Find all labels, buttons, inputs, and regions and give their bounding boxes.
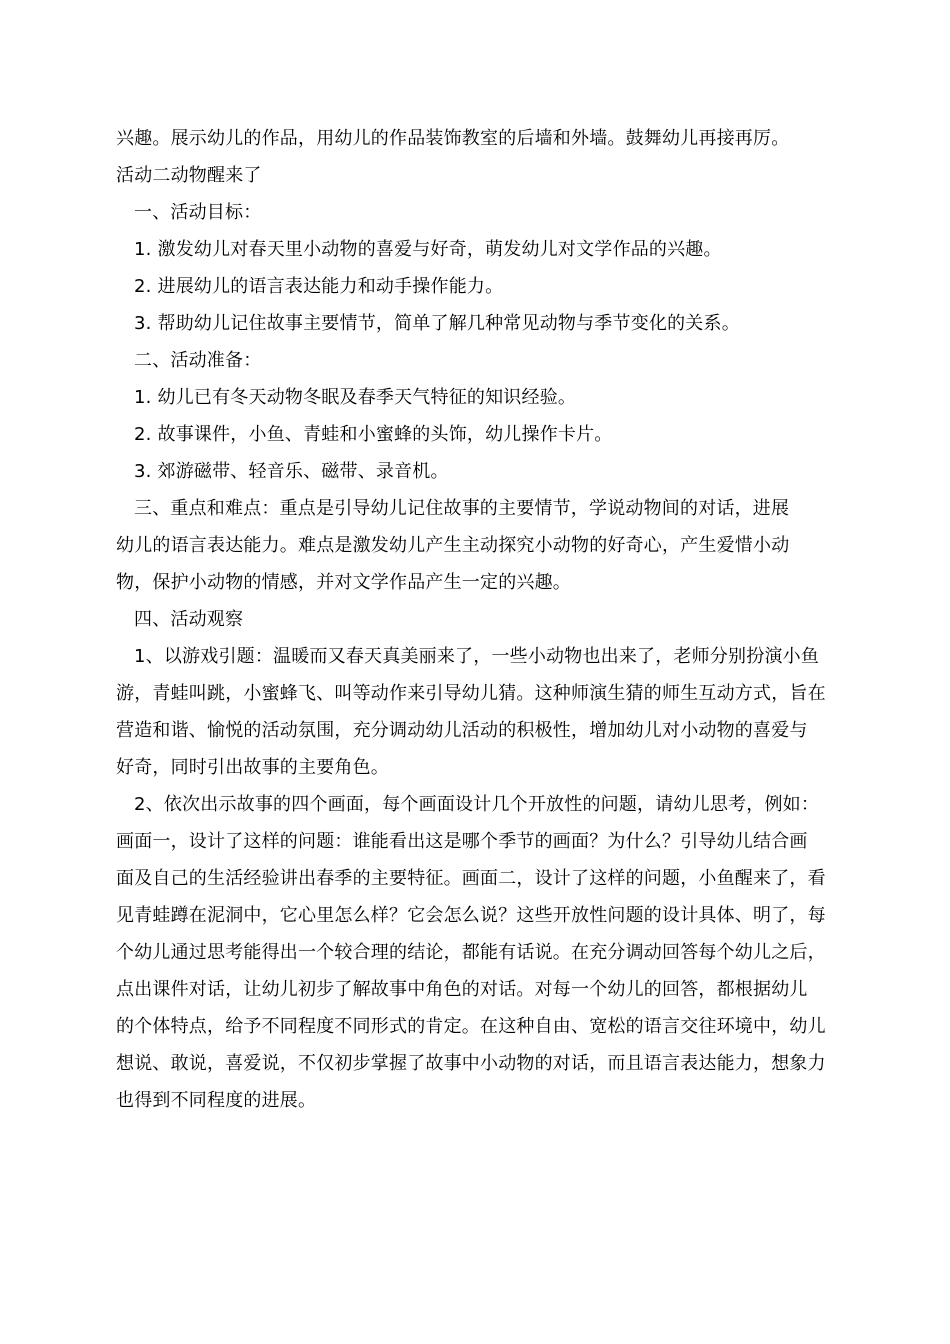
section-heading: 活动二动物醒来了	[116, 165, 262, 186]
paragraph-line: 游，青蛙叫跳，小蜜蜂飞、叫等动作来引导幼儿猜。这种师演生猜的师生互动方式，旨在	[116, 683, 826, 704]
paragraph-line: 好奇，同时引出故事的主要角色。	[116, 757, 389, 778]
paragraph-line: 幼儿的语言表达能力。难点是激发幼儿产生主动探究小动物的好奇心，产生爱惜小动	[116, 535, 790, 556]
list-item: 1. 幼儿已有冬天动物冬眠及春季天气特征的知识经验。	[134, 387, 577, 408]
paragraph-line: 1、以游戏引题：温暖而又春天真美丽来了，一些小动物也出来了，老师分别扮演小鱼	[134, 646, 820, 667]
list-item: 1. 激发幼儿对春天里小动物的喜爱与好奇，萌发幼儿对文学作品的兴趣。	[134, 239, 722, 260]
paragraph-line: 的个体特点，给予不同程度不同形式的肯定。在这种自由、宽松的语言交往环境中，幼儿	[116, 1016, 826, 1037]
list-item: 2. 故事课件，小鱼、青蛙和小蜜蜂的头饰，幼儿操作卡片。	[134, 424, 613, 445]
document-body	[116, 120, 836, 1119]
section-heading: 二、活动准备：	[134, 350, 262, 371]
paragraph-line: 也得到不同程度的进展。	[116, 1090, 317, 1111]
list-item: 2. 进展幼儿的语言表达能力和动手操作能力。	[134, 276, 504, 297]
paragraph-line: 点出课件对话，让幼儿初步了解故事中角色的对话。对每一个幼儿的回答，都根据幼儿	[116, 979, 808, 1000]
paragraph-line: 面及自己的生活经验讲出春季的主要特征。画面二，设计了这样的问题，小鱼醒来了，看	[116, 868, 826, 889]
paragraph-line: 2、依次出示故事的四个画面，每个画面设计几个开放性的问题，请幼儿思考，例如：	[134, 794, 820, 815]
paragraph-line: 营造和谐、愉悦的活动氛围，充分调动幼儿活动的积极性，增加幼儿对小动物的喜爱与	[116, 720, 808, 741]
paragraph-line: 想说、敢说，喜爱说，不仅初步掌握了故事中小动物的对话，而且语言表达能力，想象力	[116, 1053, 826, 1074]
list-item: 3. 帮助幼儿记住故事主要情节，简单了解几种常见动物与季节变化的关系。	[134, 313, 740, 334]
paragraph-line: 个幼儿通过思考能得出一个较合理的结论，都能有话说。在充分调动回答每个幼儿之后，	[116, 942, 826, 963]
paragraph-line: 见青蛙蹲在泥洞中，它心里怎么样？它会怎么说？这些开放性问题的设计具体、明了，每	[116, 905, 826, 926]
paragraph-line: 三、重点和难点：重点是引导幼儿记住故事的主要情节，学说动物间的对话，进展	[134, 498, 790, 519]
paragraph-line: 兴趣。展示幼儿的作品，用幼儿的作品装饰教室的后墙和外墙。鼓舞幼儿再接再厉。	[116, 128, 790, 149]
section-heading: 四、活动观察	[134, 609, 244, 630]
list-item: 3. 郊游磁带、轻音乐、磁带、录音机。	[134, 461, 449, 482]
paragraph-line: 画面一，设计了这样的问题：谁能看出这是哪个季节的画面？为什么？引导幼儿结合画	[116, 831, 808, 852]
section-heading: 一、活动目标：	[134, 202, 262, 223]
paragraph-line: 物，保护小动物的情感，并对文学作品产生一定的兴趣。	[116, 572, 571, 593]
